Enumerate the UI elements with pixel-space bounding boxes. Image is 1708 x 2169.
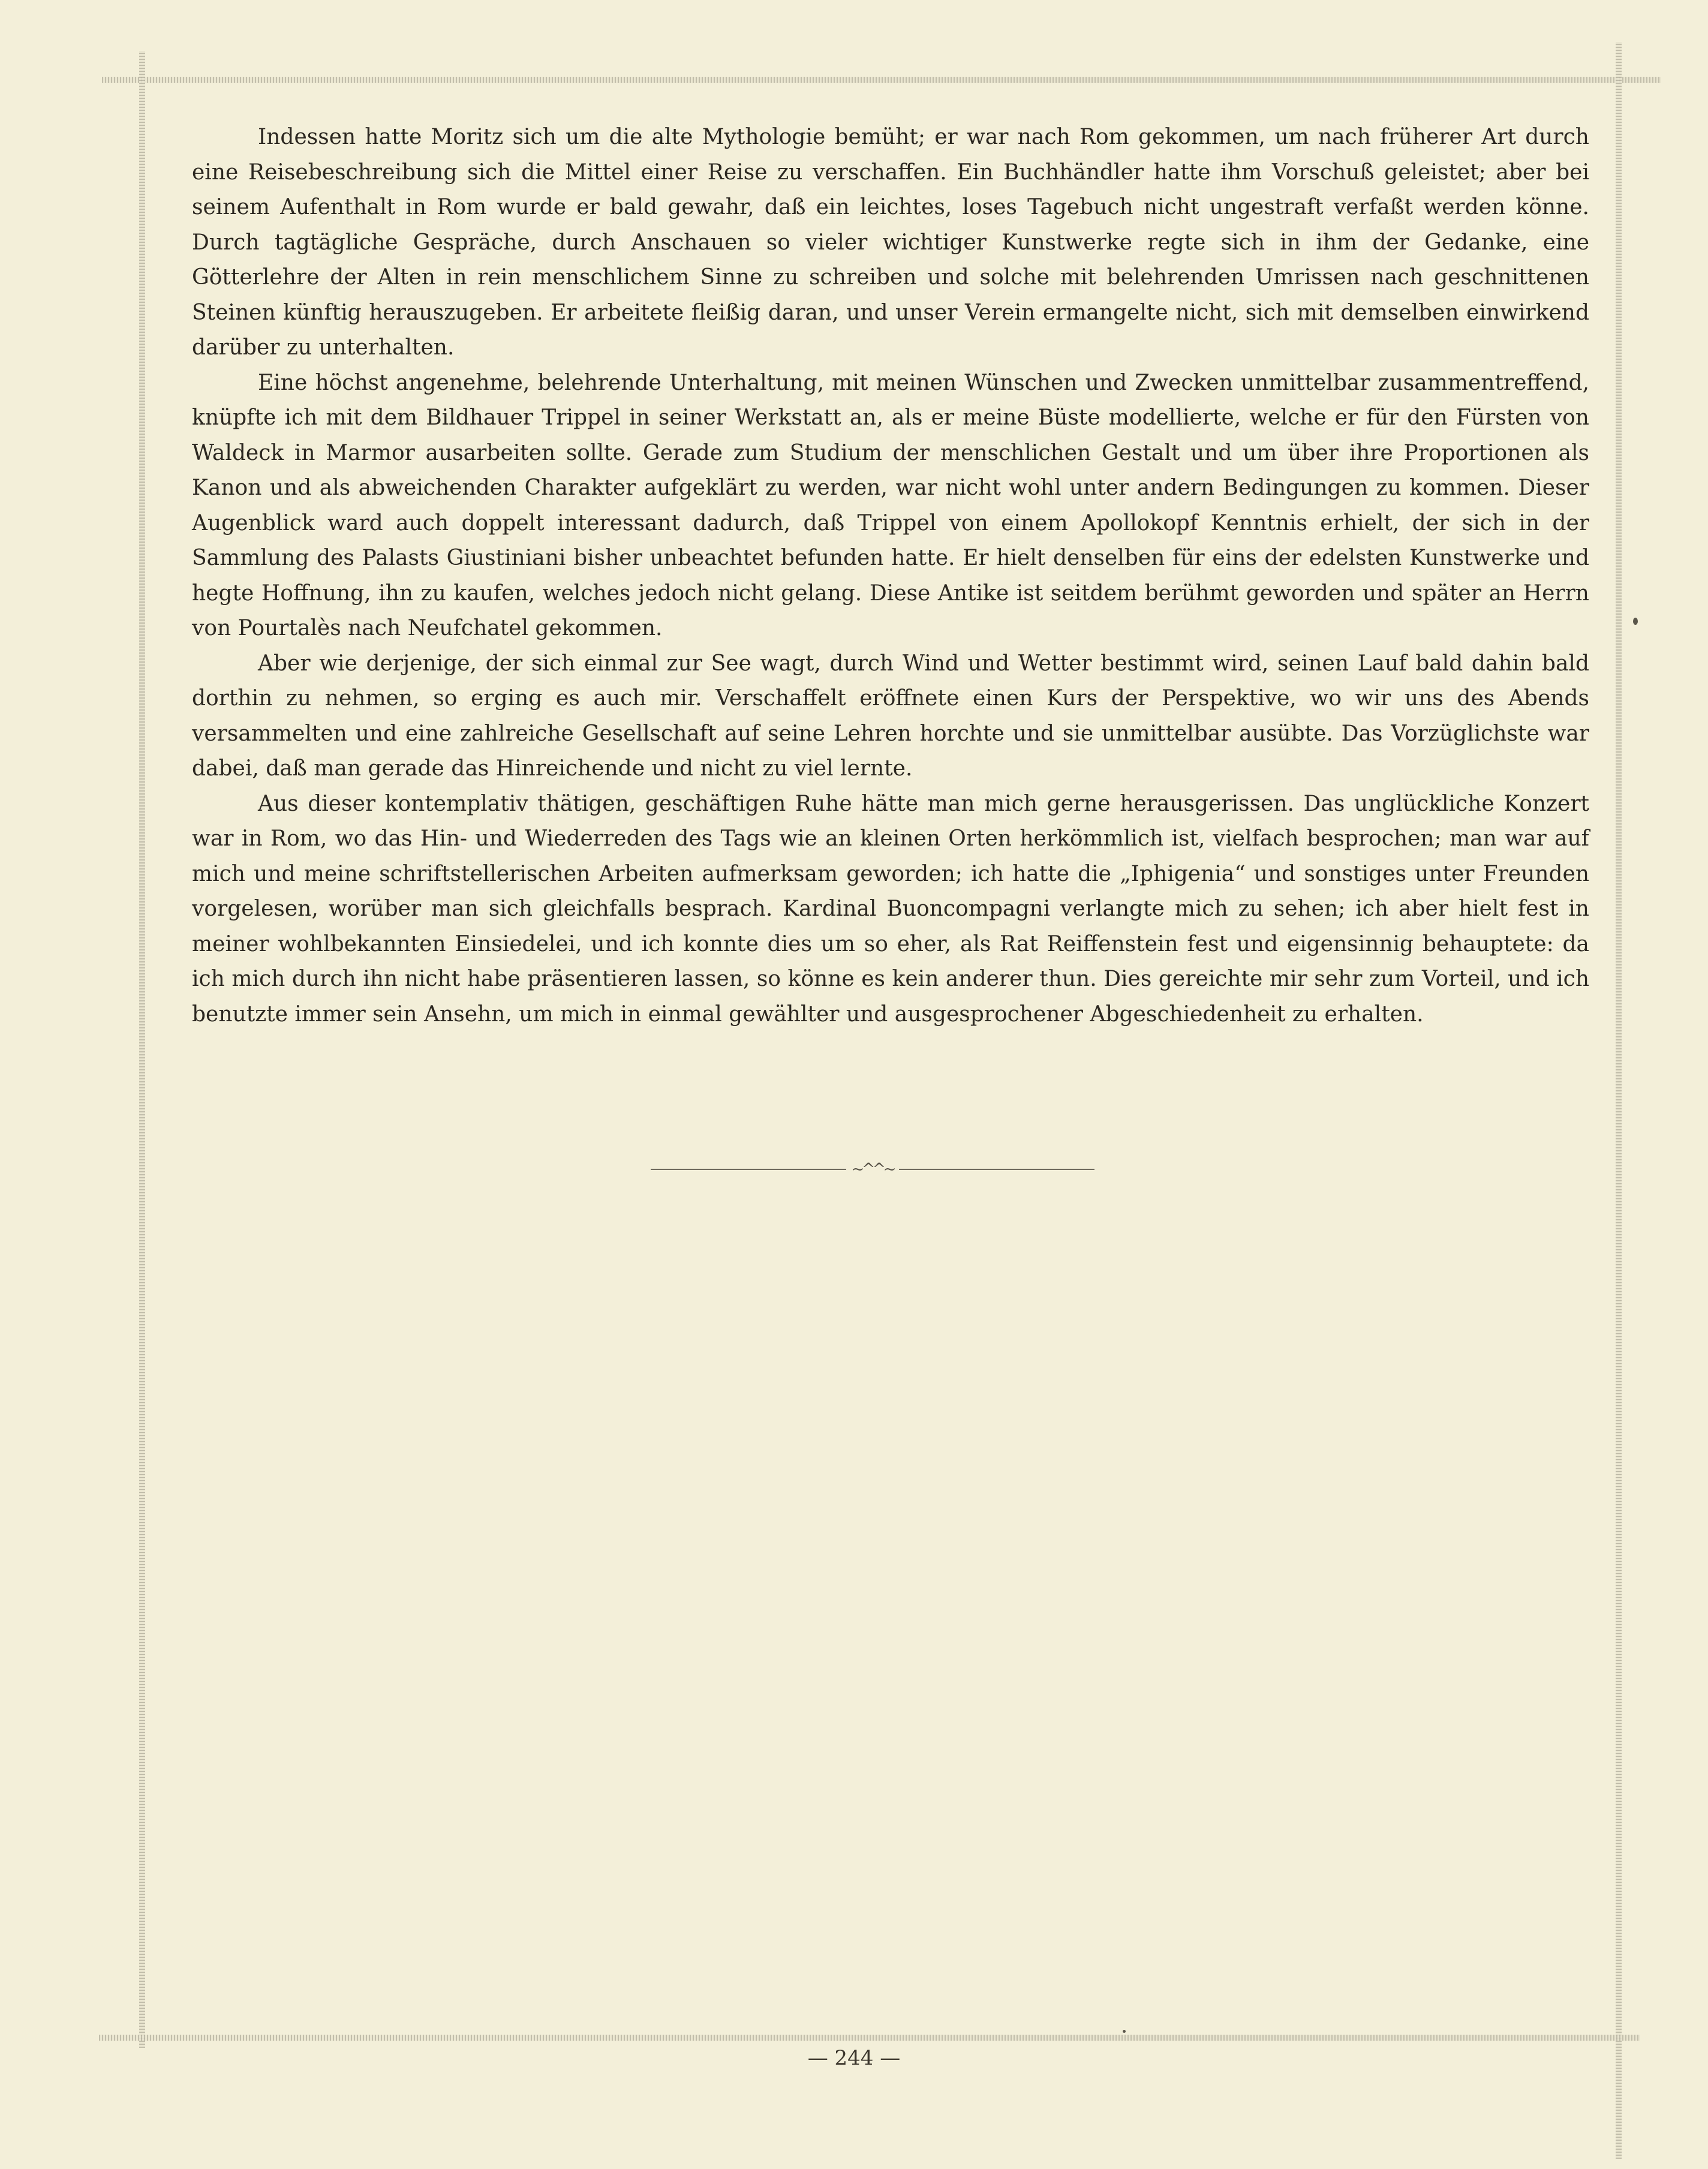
paragraph-3: Aber wie derjenige, der sich einmal zur See wagt, durch Wind und Wetter bestimmt wird, seinen Lauf bald dahin bald dorthin zu nehmen, so erging es auch mir. Verschaffelt eröffnete einen Kurs der Perspektive, wo wir uns des Abends versammelten und eine zahlreiche Gesellschaft auf seine Lehren horchte und sie unmittelbar ausübte. Das Vorzüglichste war dabei, daß man gerade das Hinreichende und nicht zu viel lernte.	[192, 651, 1589, 781]
paragraph-1: Indessen hatte Moritz sich um die alte Mythologie bemüht; er war nach Rom gekommen, um nach früherer Art durch eine Reisebeschreibung sich die Mittel einer Reise zu verschaffen. Ein Buchhändler hatte ihm Vorschuß geleistet; aber bei seinem Aufenthalt in Rom wurde er bald gewahr, daß ein leichtes, loses Tagebuch nicht ungestraft verfaßt werden könne. Durch tagtägliche Gespräche, durch Anschauen so vieler wichtiger Kunstwerke regte sich in ihm der Gedanke, eine Götterlehre der Alten in rein menschlichem Sinne zu schreiben und solche mit belehrenden Umrissen nach geschnittenen Steinen künftig herauszugeben. Er arbeitete fleißig daran, und unser Verein ermangelte nicht, sich mit demselben einwirkend darüber zu unterhalten.	[192, 125, 1589, 360]
ornament-line-right	[899, 1169, 1094, 1170]
bottom-frame-rule	[99, 2035, 1640, 2041]
left-frame-rule	[139, 51, 145, 2048]
right-frame-rule	[1616, 42, 1622, 2045]
section-end-ornament	[651, 1160, 1094, 1178]
body-text	[192, 120, 1589, 1032]
page-number: — 244 —	[807, 2046, 901, 2070]
margin-mark-icon	[1633, 618, 1638, 625]
print-speck-icon	[1123, 2030, 1126, 2033]
ornament-line-left	[651, 1169, 846, 1170]
paragraph-2: Eine höchst angenehme, belehrende Unterhaltung, mit meinen Wünschen und Zwecken unmittelbar zusammentreffend, knüpfte ich mit dem Bildhauer Trippel in seiner Werkstatt an, als er meine Büste modellierte, welche er für den Fürsten von Waldeck in Marmor ausarbeiten sollte. Gerade zum Studium der menschlichen Gestalt und um über ihre Proportionen als Kanon und als abweichenden Charakter aufgeklärt zu werden, war nicht wohl unter andern Bedingungen zu kommen. Dieser Augenblick ward auch doppelt interessant dadurch, daß Trippel von einem Apollokopf Kenntnis erhielt, der sich in der Sammlung des Palasts Giustiniani bisher unbeachtet befunden hatte. Er hielt denselben für eins der edelsten Kunstwerke und hegte Hoffnung, ihn zu kaufen, welches jedoch nicht gelang. Diese Antike ist seitdem berühmt geworden und später an Herrn von Pourtalès nach Neufchatel gekommen.	[192, 370, 1589, 640]
top-frame-rule	[102, 77, 1661, 83]
ornament-squiggle-icon: ~^^~	[851, 1160, 894, 1178]
paragraph-4: Aus dieser kontemplativ thätigen, geschäftigen Ruhe hätte man mich gerne herausgerissen. Das unglückliche Konzert war in Rom, wo das Hin- und Wiederreden des Tags wie an kleinen Orten herkömmlich ist, vielfach besprochen; man war auf mich und meine schriftstellerischen Arbeiten aufmerksam geworden; ich hatte die „Iphigenia“ und sonstiges unter Freunden vorgelesen, worüber man sich gleichfalls besprach. Kardinal Buoncompagni verlangte mich zu sehen; ich aber hielt fest in meiner wohlbekannten Einsiedelei, und ich konnte dies um so eher, als Rat Reiffenstein fest und eigensinnig behauptete: da ich mich durch ihn nicht habe präsentieren lassen, so könne es kein anderer thun. Dies gereichte mir sehr zum Vorteil, und ich benutzte immer sein Ansehn, um mich in einmal gewählter und ausgesprochener Abgeschiedenheit zu erhalten.	[192, 791, 1589, 1027]
